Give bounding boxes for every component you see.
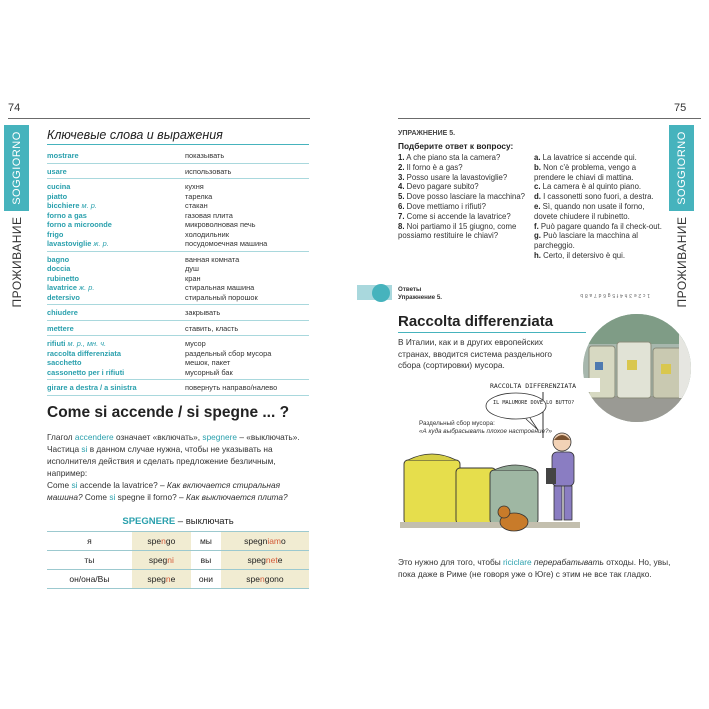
keyword-word: lavastoviglie [47, 239, 92, 248]
side-tab-soggiorno-label: SOGGIORNO [675, 131, 688, 205]
side-tab-prozhivanie-label: ПРОЖИВАНИЕ [674, 215, 689, 308]
example-text: accende la lavatrice? [77, 480, 158, 490]
keyword-word: frigo [47, 229, 64, 239]
para-text: – «выключать». Частица [47, 432, 300, 454]
item-marker: 4. [398, 182, 405, 192]
keyword-row [47, 239, 309, 249]
keyword-row [47, 264, 309, 274]
keyword-row [47, 368, 309, 378]
item-text: La lavatrice si accende qui. [540, 153, 637, 162]
questions-list [398, 153, 530, 241]
keywords-title-rule [47, 144, 309, 145]
answer-item [534, 202, 662, 222]
side-tab-soggiorno-label: SOGGIORNO [10, 131, 23, 205]
example-text: spegne il forno? [115, 492, 177, 502]
keyword-italian [47, 239, 185, 249]
keyword-word: piatto [47, 191, 68, 201]
keyword-translation: газовая плита [185, 210, 233, 220]
bottom-text: Это нужно для того, чтобы [398, 557, 503, 567]
keyword-translation: мешок, пакет [185, 358, 231, 367]
cartoon-caption-line2: «А куда выбрасывать плохое настроение?» [419, 428, 552, 435]
side-tab-prozhivanie-label: ПРОЖИВАНИЕ [9, 215, 24, 308]
keyword-translation: кухня [185, 182, 204, 191]
keyword-translation: мусор [185, 339, 206, 348]
keyword-italian [47, 383, 185, 393]
keyword-translation: стиральный порошок [185, 292, 258, 302]
keyword-italian [47, 255, 185, 265]
answer-item [534, 192, 662, 202]
keyword-translation: посудомоечная машина [185, 239, 268, 248]
form-part: speg [148, 555, 168, 565]
keyword-translation: кран [185, 273, 201, 283]
keywords-table [47, 148, 309, 396]
item-marker: h. [534, 250, 541, 260]
keyword-grammar-note: ж. р. [91, 239, 109, 248]
pronoun: он/она/Вы [47, 570, 132, 589]
form-ending: n [259, 574, 265, 584]
keyword-italian [47, 211, 185, 221]
conjugation-title [47, 516, 309, 527]
keyword-word: doccia [47, 264, 71, 273]
keyword-row [47, 358, 309, 368]
pronoun: я [47, 532, 132, 551]
verb-form [132, 532, 191, 551]
answer-item [534, 231, 662, 251]
item-marker: 7. [398, 211, 405, 221]
item-text: Devo pagare subito? [404, 182, 479, 192]
item-marker: f. [534, 221, 539, 231]
keyword-italian [47, 192, 185, 202]
para-text: в данном случае нужна, чтобы не указывать на исполнителя действия и сделать предложение безличным, например: [47, 444, 276, 478]
side-tab-prozhivanie [4, 213, 29, 310]
answers-key-upside-down: 1 c 2 e 3 h 4 f 5 g 6 d 7 a 8 b [580, 292, 650, 298]
bottom-paragraph [398, 556, 688, 580]
conjugation-table [47, 531, 309, 589]
keyword-translation: повернуть направо/налево [185, 383, 278, 392]
bottom-term: riciclare [503, 557, 532, 567]
para-term: si [81, 444, 88, 454]
woman-figure [546, 433, 574, 520]
speech-bubble-text: IL MALUMORE DOVE LO BUTTO? [493, 400, 575, 406]
keyword-italian [47, 358, 185, 368]
keyword-translation: использовать [185, 166, 232, 176]
item-marker: 6. [398, 201, 405, 211]
keyword-italian [47, 151, 185, 161]
keyword-translation: тарелка [185, 191, 213, 201]
item-marker: c. [534, 182, 541, 192]
verb-form [221, 551, 309, 570]
form-ending: n [161, 536, 166, 546]
keyword-word: sacchetto [47, 358, 82, 367]
keyword-word: usare [47, 166, 67, 176]
keyword-group [47, 380, 309, 396]
raccolta-title-rule [398, 332, 586, 333]
keyword-word: mettere [47, 323, 74, 333]
keyword-italian [47, 308, 185, 318]
item-text: I cassonetti sono fuori, a destra. [540, 192, 654, 202]
keyword-row [47, 182, 309, 192]
keyword-italian [47, 283, 185, 293]
item-marker: e. [534, 201, 541, 211]
keyword-row [47, 349, 309, 359]
cartoon-caption-line1: Раздельный сбор мусора: [419, 420, 495, 427]
example-text: Come [47, 480, 72, 490]
example-text: Come [82, 492, 110, 502]
verb-form [221, 570, 309, 589]
keyword-translation: раздельный сбор мусора [185, 348, 272, 358]
keyword-italian [47, 368, 185, 378]
form-part: speg [247, 555, 266, 565]
form-ending: n [165, 574, 171, 584]
keyword-row [47, 201, 309, 211]
keyword-translation: ставить, класть [185, 323, 239, 333]
keyword-word: forno a microonde [47, 220, 112, 229]
keyword-translation: ванная комната [185, 254, 240, 264]
answer-item [534, 163, 662, 183]
example-translation: – Как выключается плита? [176, 492, 288, 502]
answers-label [398, 286, 442, 302]
item-text: Noi partiamo il 15 giugno, come possiamo restituire le chiavi? [398, 221, 517, 241]
keyword-translation: микроволновая печь [185, 220, 256, 229]
question-item [398, 212, 530, 222]
keyword-word: girare a destra / a sinistra [47, 383, 137, 392]
question-item [398, 182, 530, 192]
item-marker: b. [534, 162, 541, 172]
keyword-translation: мусорный бак [185, 367, 233, 377]
keyword-row [47, 192, 309, 202]
form-part: speg [147, 574, 166, 584]
cartoon-caption [419, 420, 552, 436]
keyword-word: lavatrice [47, 283, 77, 292]
answers-label-1: Ответы [398, 286, 422, 293]
verb-form [221, 532, 309, 551]
grammar-paragraph [47, 431, 309, 503]
item-text: Può pagare quando fa il check-out. [538, 221, 662, 231]
item-marker: d. [534, 192, 541, 202]
keyword-row [47, 324, 309, 334]
answers-list [534, 153, 662, 261]
raccolta-title: Raccolta differenziata [398, 313, 554, 330]
keyword-translation: холодильник [185, 229, 229, 239]
keyword-italian [47, 230, 185, 240]
pronoun: вы [191, 551, 221, 570]
cartoon-sign-text: RACCOLTA DIFFERENZIATA [490, 382, 577, 390]
keyword-word: cassonetto per i rifiuti [47, 367, 125, 377]
keyword-row [47, 274, 309, 284]
keyword-word: bagno [47, 254, 70, 264]
keyword-grammar-note: м. р., мн. ч. [65, 339, 107, 348]
side-tab-prozhivanie [669, 213, 694, 310]
item-text: Dove mettiamo i rifiuti? [404, 201, 486, 211]
form-ending: iam [267, 536, 282, 546]
form-ending: net [265, 555, 278, 565]
keyword-word: cucina [47, 182, 71, 191]
page-number: 75 [674, 102, 687, 114]
question-item [398, 202, 530, 212]
keyword-row [47, 167, 309, 177]
raccolta-text: В Италии, как и в других европейских странах, вводится система раздельного сбора (сортировки) мусора. [398, 337, 553, 370]
keyword-group [47, 336, 309, 380]
form-part: spe [147, 536, 162, 546]
cartoon-illustration [398, 372, 618, 552]
keyword-row [47, 211, 309, 221]
side-tab-soggiorno [669, 125, 694, 211]
bottom-text: отходы. Но, увы, пока даже в Риме (не говоря уже о Юге) с этим не все так гладко. [398, 557, 671, 579]
keyword-italian [47, 293, 185, 303]
pronoun: мы [191, 532, 221, 551]
form-part: go [165, 536, 176, 546]
keyword-italian [47, 201, 185, 211]
left-page [0, 0, 354, 709]
item-text: La camera è al quinto piano. [540, 182, 642, 192]
keyword-word: rubinetto [47, 273, 80, 283]
keyword-italian [47, 264, 185, 274]
item-text: Non c'è problema, vengo a prendere le chiavi di mattina. [534, 162, 637, 182]
keyword-row [47, 255, 309, 265]
keyword-translation: стиральная машина [185, 283, 255, 292]
side-tab [669, 125, 694, 310]
conjugation-row [47, 532, 309, 551]
page-number: 74 [8, 102, 21, 114]
answers-label-2: Упражнение 5. [398, 294, 442, 301]
item-text: A che piano sta la camera? [404, 153, 501, 162]
keyword-row [47, 383, 309, 393]
item-text: Come si accende la lavatrice? [404, 211, 511, 221]
pronoun: они [191, 570, 221, 589]
form-part: o [281, 536, 286, 546]
item-text: Può lasciare la macchina al parcheggio. [534, 231, 639, 251]
para-term: spegnere [202, 432, 238, 442]
keyword-word: detersivo [47, 292, 80, 302]
keyword-italian [47, 274, 185, 284]
keyword-group [47, 252, 309, 306]
section-heading: Come si accende / si spegne ... ? [47, 404, 290, 421]
form-part: spe [246, 574, 260, 584]
keyword-row [47, 230, 309, 240]
item-marker: g. [534, 231, 541, 241]
item-marker: 5. [398, 192, 405, 202]
bottom-translation: перерабатывать [533, 557, 604, 567]
keyword-translation: душ [185, 264, 199, 273]
keyword-italian [47, 182, 185, 192]
keyword-row [47, 283, 309, 293]
conjugation-row [47, 551, 309, 570]
keyword-row [47, 339, 309, 349]
item-marker: 1. [398, 153, 405, 162]
keyword-word: mostrare [47, 151, 79, 160]
verb-form [132, 570, 191, 589]
para-text: означает «включать», [113, 432, 203, 442]
item-marker: 3. [398, 172, 405, 182]
keyword-group [47, 321, 309, 337]
item-marker: 8. [398, 221, 405, 231]
answer-item [534, 182, 662, 192]
form-part: e [170, 574, 176, 584]
keyword-word: forno a gas [47, 210, 87, 220]
para-term: accendere [74, 432, 114, 442]
keyword-word: chiudere [47, 308, 78, 317]
keyword-word: raccolta differenziata [47, 348, 121, 358]
exercise-label: УПРАЖНЕНИЕ 5. [398, 130, 456, 137]
side-tab [4, 125, 29, 310]
form-ending: ni [167, 555, 174, 565]
item-text: Sì, quando non usate il forno, dovete chiudere il rubinetto. [534, 201, 645, 221]
item-text: Il forno è a gas? [404, 162, 463, 172]
answers-marker-icon [372, 284, 390, 302]
keyword-italian [47, 220, 185, 230]
question-item [398, 173, 530, 183]
keyword-row [47, 293, 309, 303]
answer-item [534, 251, 662, 261]
conjugation-meaning: – выключать [175, 516, 234, 527]
keyword-group [47, 148, 309, 164]
header-rule [398, 118, 701, 119]
example-particle: si [71, 480, 78, 490]
keyword-italian [47, 349, 185, 359]
verb-form [132, 551, 191, 570]
keyword-italian [47, 167, 185, 177]
keyword-group [47, 305, 309, 321]
keywords-title: Ключевые слова и выражения [47, 128, 223, 142]
conjugation-row [47, 570, 309, 589]
form-part: gono [264, 574, 284, 584]
header-rule [8, 118, 310, 119]
item-text: Posso usare la lavastoviglie? [404, 172, 508, 182]
keyword-grammar-note: м. р. [79, 201, 97, 210]
pronoun: ты [47, 551, 132, 570]
keyword-italian [47, 324, 185, 334]
side-tab-soggiorno [4, 125, 29, 211]
keyword-italian [47, 339, 185, 349]
form-part: spegn [244, 536, 268, 546]
question-item [398, 163, 530, 173]
keyword-row [47, 151, 309, 161]
keyword-translation: стакан [185, 201, 208, 210]
item-text: Dove posso lasciare la macchina? [404, 192, 525, 202]
item-marker: 2. [398, 162, 405, 172]
question-item [398, 222, 530, 242]
answer-item [534, 222, 662, 232]
keyword-translation: закрывать [185, 308, 221, 317]
question-item [398, 153, 530, 163]
exercise-question: Подберите ответ к вопросу: [398, 141, 514, 151]
form-part: e [277, 555, 283, 565]
item-marker: a. [534, 153, 541, 162]
para-text: Глагол [47, 432, 75, 442]
conjugation-verb: SPEGNERE [122, 516, 176, 527]
keyword-word: bicchiere [47, 201, 80, 210]
example-translation: – Как включается стиральная машина? [47, 480, 281, 502]
keyword-word: rifiuti [47, 339, 66, 348]
keyword-row [47, 220, 309, 230]
keyword-group [47, 179, 309, 252]
keyword-translation: показывать [185, 151, 225, 160]
keyword-row [47, 308, 309, 318]
example-particle: si [109, 492, 116, 502]
item-text: Certo, il detersivo è qui. [540, 250, 626, 260]
keyword-group [47, 164, 309, 180]
answer-item [534, 153, 662, 163]
keyword-grammar-note: ж. р. [77, 283, 95, 292]
question-item [398, 192, 530, 202]
